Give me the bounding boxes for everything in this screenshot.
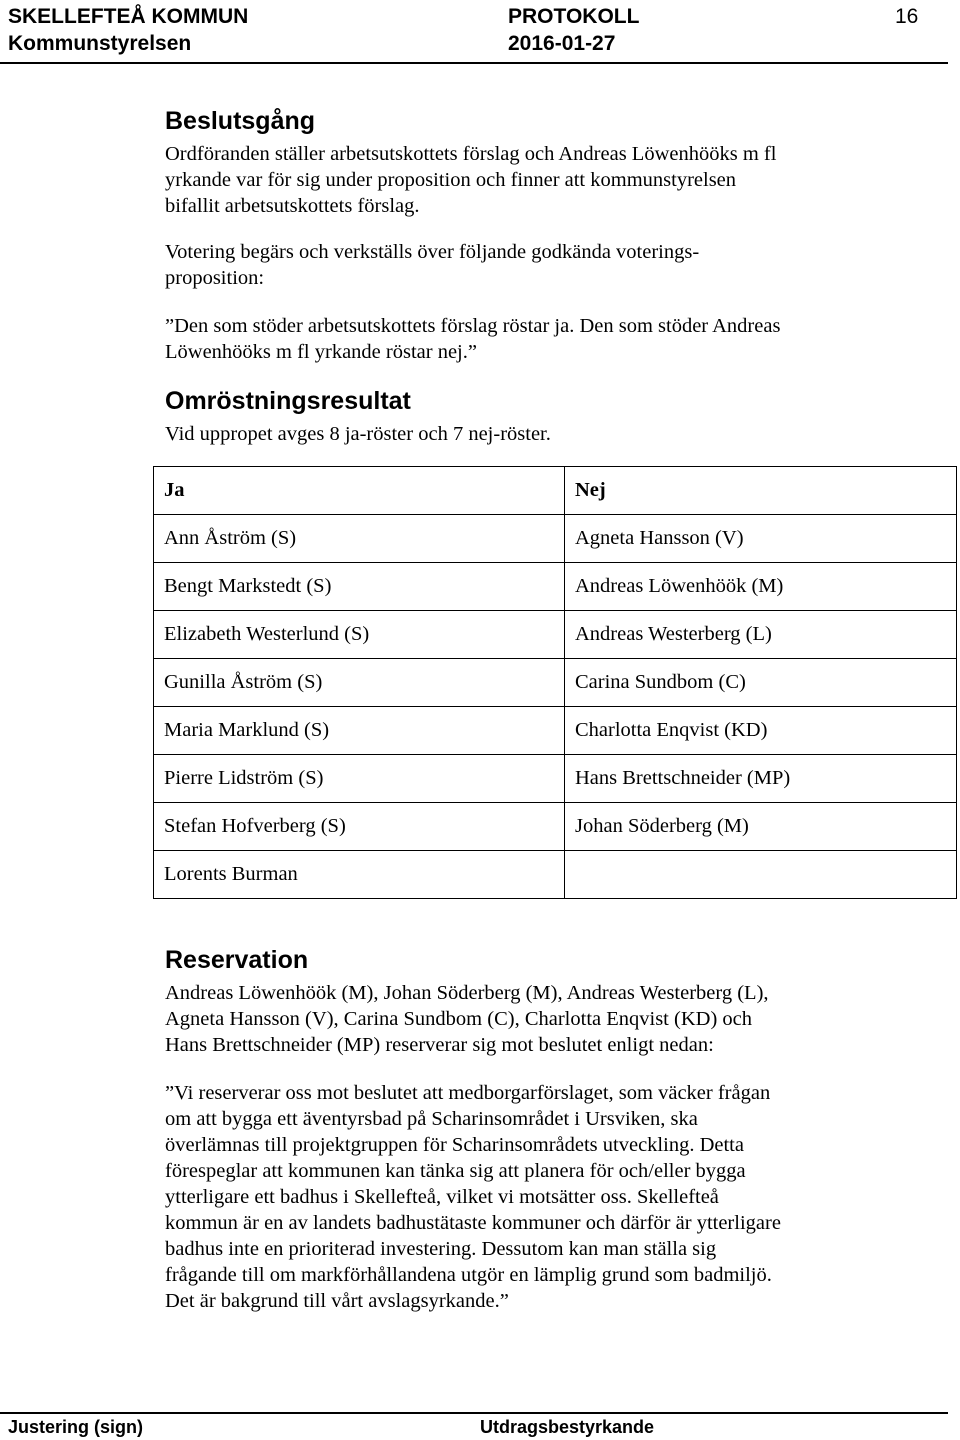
doc-type: PROTOKOLL (508, 5, 640, 28)
ja-vote-cell: Elizabeth Westerlund (S) (154, 611, 565, 659)
table-row (154, 851, 957, 899)
nej-vote-cell (565, 851, 957, 899)
quote-line: om att bygga ett äventyrsbad på Scharinsområdet i Ursviken, ska (165, 1108, 698, 1130)
table-row (154, 803, 957, 851)
body-name: Kommunstyrelsen (8, 32, 192, 55)
doc-date: 2016-01-27 (508, 32, 616, 55)
table-header-row (154, 467, 957, 515)
quote-line: ytterligare ett badhus i Skellefteå, vilket vi motsätter oss. Skellefteå (165, 1186, 719, 1208)
quote-line: frågande till om markförhållandena utgör en lämplig grund som badmiljö. (165, 1264, 772, 1286)
ja-vote-cell: Pierre Lidström (S) (154, 755, 565, 803)
paragraph-line: Ordföranden ställer arbetsutskottets förslag och Andreas Löwenhööks m fl (165, 143, 777, 165)
ja-vote-cell: Lorents Burman (154, 851, 565, 899)
ja-vote-cell: Ann Åström (S) (154, 515, 565, 563)
ja-vote-cell: Maria Marklund (S) (154, 707, 565, 755)
nej-vote-cell: Andreas Löwenhöök (M) (565, 563, 957, 611)
ja-vote-cell: Bengt Markstedt (S) (154, 563, 565, 611)
table-row (154, 659, 957, 707)
heading-omrostningsresultat: Omröstningsresultat (165, 387, 411, 415)
vote-summary: Vid uppropet avges 8 ja-röster och 7 nej-röster. (165, 423, 551, 445)
paragraph-line: bifallit arbetsutskottets förslag. (165, 195, 420, 217)
table-row (154, 755, 957, 803)
paragraph-line: Löwenhööks m fl yrkande röstar nej.” (165, 341, 477, 363)
utdragsbestyrkande-label: Utdragsbestyrkande (480, 1417, 655, 1437)
page-number: 16 (895, 5, 919, 28)
quote-line: ”Vi reserverar oss mot beslutet att medborgarförslaget, som väcker frågan (165, 1082, 771, 1104)
vote-table (153, 466, 957, 899)
ja-vote-cell: Stefan Hofverberg (S) (154, 803, 565, 851)
paragraph-line: Andreas Löwenhöök (M), Johan Söderberg (M), Andreas Westerberg (L), (165, 982, 769, 1004)
nej-vote-cell: Agneta Hansson (V) (565, 515, 957, 563)
quote-line: förespeglar att kommunen kan tänka sig att planera för och/eller bygga (165, 1160, 746, 1182)
table-row (154, 707, 957, 755)
table-row (154, 515, 957, 563)
footer-divider (0, 1412, 948, 1414)
header-divider (0, 62, 948, 64)
paragraph-line: Votering begärs och verkställs över följande godkända voterings- (165, 241, 700, 263)
nej-vote-cell: Carina Sundbom (C) (565, 659, 957, 707)
quote-line: badhus inte en prioriterad investering. Dessutom kan man ställa sig (165, 1238, 717, 1260)
paragraph-line: Agneta Hansson (V), Carina Sundbom (C), Charlotta Enqvist (KD) och (165, 1008, 752, 1030)
paragraph-line: proposition: (165, 267, 265, 289)
quote-line: kommun är en av landets badhustätaste kommuner och därför är ytterligare (165, 1212, 781, 1234)
ja-vote-cell: Gunilla Åström (S) (154, 659, 565, 707)
nej-vote-cell: Hans Brettschneider (MP) (565, 755, 957, 803)
org-name: SKELLEFTEÅ KOMMUN (8, 5, 249, 28)
heading-reservation: Reservation (165, 946, 309, 974)
nej-vote-cell: Charlotta Enqvist (KD) (565, 707, 957, 755)
paragraph-line: yrkande var för sig under proposition och finner att kommunstyrelsen (165, 169, 737, 191)
quote-line: överlämnas till projektgruppen för Scharinsområdets utveckling. Detta (165, 1134, 744, 1156)
nej-vote-cell: Johan Söderberg (M) (565, 803, 957, 851)
nej-vote-cell: Andreas Westerberg (L) (565, 611, 957, 659)
ja-column-header: Ja (154, 467, 565, 515)
justering-label: Justering (sign) (8, 1417, 144, 1437)
table-row (154, 611, 957, 659)
heading-beslutsgang: Beslutsgång (165, 107, 316, 135)
nej-column-header: Nej (565, 467, 957, 515)
paragraph-line: ”Den som stöder arbetsutskottets förslag röstar ja. Den som stöder Andreas (165, 315, 781, 337)
quote-line: Det är bakgrund till vårt avslagsyrkande.” (165, 1290, 509, 1312)
table-row (154, 563, 957, 611)
paragraph-line: Hans Brettschneider (MP) reserverar sig mot beslutet enligt nedan: (165, 1034, 714, 1056)
